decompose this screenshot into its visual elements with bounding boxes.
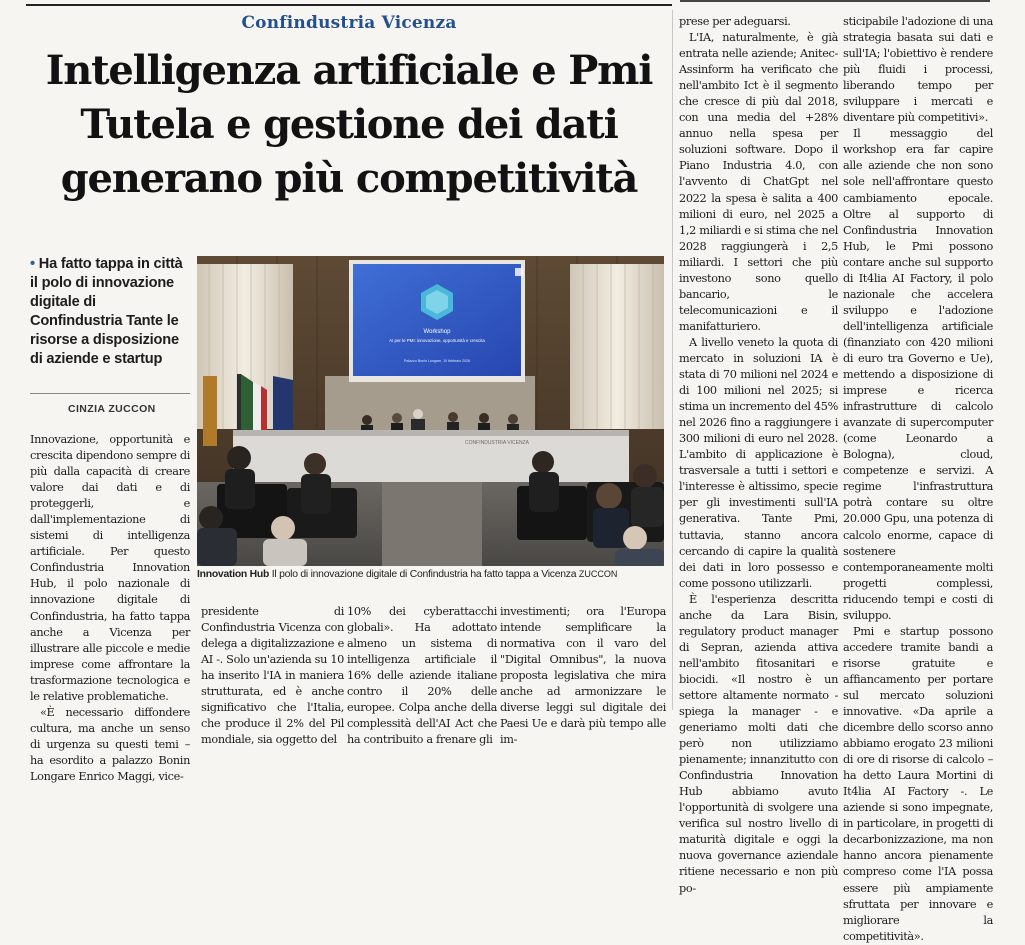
article-column-6 (843, 14, 993, 945)
top-rule (26, 4, 672, 6)
headline (26, 44, 672, 206)
paragraph: A livello veneto la quota di mercato in soluzioni IA è stata di 70 milioni nel 2024 e di 100 milioni nel 2025; si stima un incremento del 45% nel 2026 fino a raggiungere i 300 milioni di euro nel 2028. L'ambito di applicazione è trasversale a tutti i settori e l'interesse è altissimo, specie per gli investimenti sull'IA generativa. Tante Pmi, tuttavia, stanno ancora cercando di capire la qualità dei dati in loro possesso e come possono utilizzarli. (679, 335, 838, 590)
banner-text: CONFINDUSTRIA VICENZA (465, 440, 529, 446)
summary-bullet: • (30, 256, 35, 272)
conference-photo (197, 256, 664, 566)
author-divider (30, 393, 190, 394)
paragraph: L'IA, naturalmente, è già entrata nelle aziende; Anitec-Assinform ha verificato che nell'ambito Ict è il segmento che cresce di più dal 2018, con una media del +28% annuo nella spesa per soluzioni software. Dopo il Piano Industria 4.0, con l'avvento di ChatGpt nel 2022 la spesa è salita a 400 milioni di euro, nel 2025 a 1,2 miliardi e si stima che nel 2028 raggiungerà i 2,5 miliardi. I settori che più investono sono quello bancario, le telecomunicazioni e il manifatturiero. (679, 31, 838, 333)
paragraph: 10% dei cyberattacchi globali». Ha adottato almeno un sistema di intelligenza artificiale il 16% delle aziende italiane contro il 20% delle europee. Colpa anche della complessità dell'AI Act che ha contribuito a frenare gli (347, 605, 497, 747)
paragraph: «È necessario diffondere cultura, ma anche un senso di urgenza su questi temi – ha esordito a palazzo Bonin Longare Enrico Maggi, vice- (30, 705, 190, 783)
caption-text: Il polo di innovazione digitale di Confindustria ha fatto tappa a Vicenza (269, 569, 579, 580)
article-column-3 (347, 604, 497, 748)
column-divider (672, 10, 673, 710)
paragraph: sticipabile l'adozione di una strategia basata sui dati e sull'IA; l'obiettivo è rendere più fluidi i processi, liberando tempo per sviluppare i mercati e diventare più competitivi». (843, 15, 993, 125)
paragraph: È l'esperienza descritta anche da Lara Bisin, regulatory product manager di Sepran, azienda attiva nell'ambito fitosanitari e biocidi. «Il nostro è un settore altamente normato - spiega la manager - e generiamo molti dati che però non utilizziamo pienamente; innanzitutto con Confindustria Innovation Hub abbiamo avuto l'opportunità di svolgere una verifica sul nostro livello di maturità digitale e oggi la nuova governance aziendale ritiene necessario e non più po- (679, 592, 838, 895)
headline-line-1: Intelligenza artificiale e Pmi (45, 47, 653, 94)
paragraph: Il messaggio del workshop era far capire alle aziende che non sono sole nell'affrontare questo cambiamento epocale. Oltre al supporto di Confindustria Innovation Hub, le Pmi possono contare anche sul supporto di It4lia AI Factory, il polo nazionale che accelera sviluppo e l'adozione dell'intelligenza artificiale (finanziato con 420 milioni di euro tra Governo e Ue), mettendo a disposizione di imprese e ricerca infrastrutture di calcolo avanzate di supercomputer (come Leonardo a Bologna), cloud, competenze e servizi. A regime l'infrastruttura potrà contare su oltre 20.000 Gpu, una potenza di calcolo enorme, capace di sostenere contemporaneamente molti progetti complessi, riducendo tempi e costi di sviluppo. (843, 127, 993, 622)
caption-credit: ZUCCON (578, 569, 618, 579)
top-rule-right (680, 0, 990, 2)
author-byline: CINZIA ZUCCON (68, 403, 156, 415)
screen-title: Workshop (423, 329, 451, 335)
summary-text: Ha fatto tappa in città il polo di innovazione digitale di Confindustria Tante le risorse a disposizione di aziende e startup (30, 256, 183, 367)
article-photo (197, 256, 664, 566)
article-column-2 (201, 604, 344, 748)
article-column-5 (679, 14, 838, 897)
paragraph: Pmi e startup possono accedere tramite bandi a risorse gratuite e affiancamento per portare sul mercato soluzioni innovative. «Da aprile a dicembre dello scorso anno abbiamo erogato 23 milioni di ore di risorse di calcolo – ha detto Laura Mortini di It4lia AI Factory -. Le aziende si sono impegnate, in particolare, in progetti di decarbonizzazione, ma non hanno ancora pienamente compreso come l'IA possa essere più ampiamente sfruttata per innovare e migliorare la competitività». (843, 624, 993, 943)
paragraph: prese per adeguarsi. (679, 15, 791, 28)
paragraph: Innovazione, opportunità e crescita dipendono sempre di più dalla capacità di creare valore dai dati e di proteggerli, e dall'implementazione di sistemi di intelligenza artificiale. Per questo Confindustria Innovation Hub, il polo nazionale di innovazione digitale di Confindustria, ha fatto tappa anche a Vicenza per illustrare alle piccole e medie imprese come affrontare la trasformazione tecnologica e le relative problematiche. (30, 433, 190, 703)
section-label: Confindustria Vicenza (241, 13, 457, 33)
headline-line-3: generano più competitività (60, 155, 638, 202)
screen-subtitle: AI per le PMI: innovazione, opportunità e crescita (389, 338, 485, 343)
caption-lead: Innovation Hub (197, 569, 270, 580)
article-column-4 (500, 604, 666, 748)
paragraph: presidente di Confindustria Vicenza con delega a digitalizzazione e AI -. Solo un'azienda su 10 ha inserito l'IA in maniera strutturata, ed è anche significativo che l'Italia, che produce il 2% del Pil mondiale, sia oggetto del (201, 605, 344, 747)
headline-line-2: Tutela e gestione dei dati (80, 101, 618, 148)
summary (30, 255, 190, 369)
paragraph: investimenti; ora l'Europa intende semplificare la normativa con il varo del "Digital Omnibus", la nuova proposta legislativa che mira anche ad armonizzare le diverse leggi sul digitale dei Paesi Ue e darà più tempo alle im- (500, 605, 666, 747)
photo-caption (197, 569, 664, 580)
article-column-1 (30, 432, 190, 785)
screen-footer: Palazzo Bonin Longare, 10 febbraio 2026 (403, 359, 471, 363)
